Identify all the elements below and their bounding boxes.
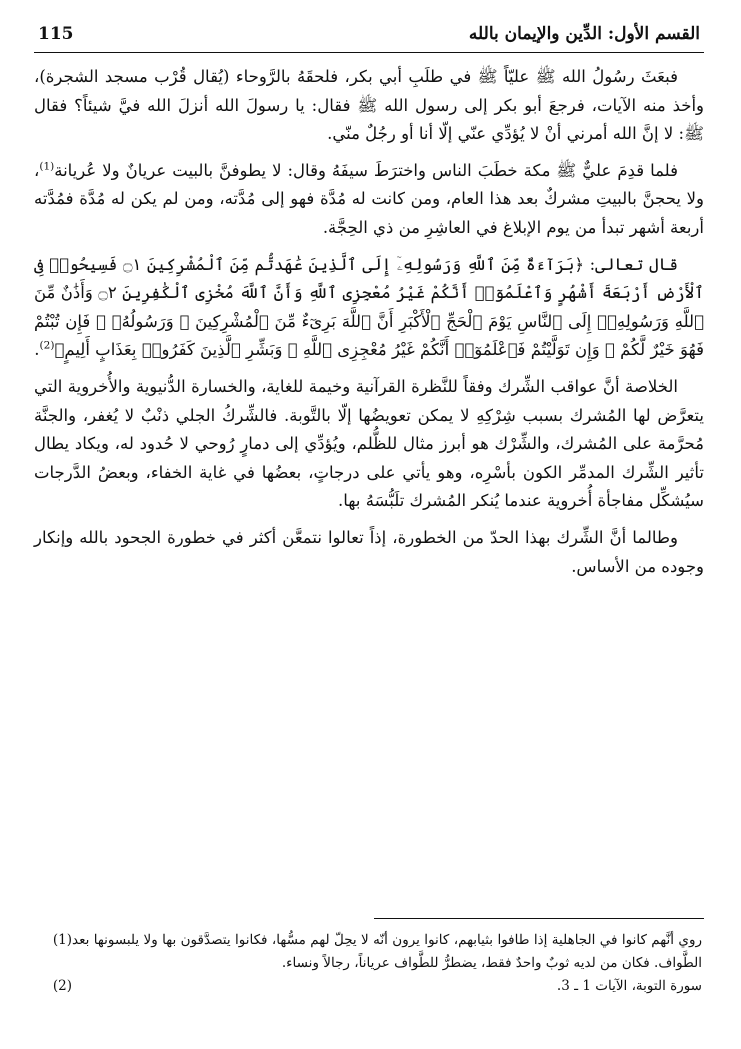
- footnote-1-text: روي أنَّهم كانوا في الجاهلية إذا طافوا بثيابهم، كانوا يرون أنّه لا يحِلّ لهم مسُّها، فكانوا يتصدَّقون بها ولا يلبسونها بعد الطَّواف. فكان من لديه ثوبٌ واحدٌ فقط، يضطرُّ للطَّواف عرياناً، رجالاً ونساء.: [72, 932, 702, 971]
- running-header: [34, 22, 704, 53]
- footnote-2-text: سورة التوبة، الآيات 1 ـ 3.: [556, 978, 702, 994]
- paragraph-3-text-after: .: [34, 340, 40, 360]
- footnote-divider: [374, 918, 704, 919]
- footnote-2-marker: (2): [52, 978, 72, 994]
- paragraph-5: وطالما أنَّ الشِّرك بهذا الحدّ من الخطورة، إذاً تعالوا نتمعَّن أكثر في خطورة الجحود بالله وإنكار وجوده من الأساس.: [34, 527, 704, 576]
- paragraph-1: فبعَثَ رسُولُ الله ﷺ عليّاً ﷺ في طلَبِ أبي بكر، فلحقَهُ بالرَّوحاء (يُقال قُرْب مسجد الشجرة)، وأخذ منه الآيات، فرجعَ أبو بكر إلى رسول الله ﷺ فقال: يا رسولَ الله أنزلَ الله فيَّ شيئاً؟ فقال ﷺ: لا إنَّ الله أمرني أنْ لا يُؤدِّي عنّي إلّا أنا أو رجُلٌ منّي.: [34, 67, 704, 144]
- paragraph-4: الخلاصة أنَّ عواقب الشِّرك وفقاً للنَّظرة القرآنية وخيمة للغاية، والخسارة الدُّنيوية والأُخروية التي يتعرَّض لها المُشرك بسبب شِرْكِهِ لا يمكن تعويضُها إلّا بالتَّوبة. فالشِّركُ الجلي ذنْبٌ لا يُغفر، والجنَّة مُحرَّمة على المُشرك، والشِّرْك هو أبرز مثال للظُّلم، ويُؤدِّي إلى دمارٍ رُوحي لا حُدود له، ويكاد يطال تأثير الشِّرك المدمِّر الكون بأسْرِه، وهو يأتي على درجاتٍ، بعضُها في غاية الخفاء، وبعضُ الدَّرجات سيُشكِّل مفاجأة أُخروية عندما يُنكر المُشرك تلَبُّسَهُ بها.: [34, 376, 704, 511]
- footnote-ref-1: (1): [39, 160, 55, 173]
- footnote-1: [34, 929, 704, 974]
- paragraph-2: [34, 157, 704, 243]
- footnote-2: [34, 975, 704, 998]
- body-text: [34, 63, 704, 581]
- book-page: [34, 22, 704, 1032]
- quran-verse: ﴿بَرَآءَةٌ مِّنَ ٱللَّهِ وَرَسُولِهِۦٓ إِلَى ٱلَّذِينَ عَٰهَدتُّم مِّنَ ٱلْمُشْرِكِينَ ۝١ فَسِيحُوا۟ فِى ٱلْأَرْضِ أَرْبَعَةَ أَشْهُرٍ وَٱعْلَمُوٓا۟ أَنَّكُمْ غَيْرُ مُعْجِزِى ٱللَّهِ وَأَنَّ ٱللَّهَ مُخْزِى ٱلْكَٰفِرِينَ ۝٢ وَأَذَٰنٌ مِّنَ ٱللَّهِ وَرَسُولِهِۦٓ إِلَى ٱلنَّاسِ يَوْمَ ٱلْحَجِّ ٱلْأَكْبَرِ أَنَّ ٱللَّهَ بَرِىٓءٌ مِّنَ ٱلْمُشْرِكِينَ ۙ وَرَسُولُهُۥ ۚ فَإِن تُبْتُمْ فَهُوَ خَيْرٌ لَّكُمْ ۖ وَإِن تَوَلَّيْتُمْ فَٱعْلَمُوٓا۟ أَنَّكُمْ غَيْرُ مُعْجِزِى ٱللَّهِ ۗ وَبَشِّرِ ٱلَّذِينَ كَفَرُوا۟ بِعَذَابٍ أَلِيمٍ﴾: [34, 254, 704, 360]
- paragraph-2-text-after: ، ولا يحجنَّ بالبيتِ مشركٌ بعد هذا العام، ومن كانت له مُدَّة فهو إلى مُدَّته، ومن لم يكن له مُدَّة فمُدَّته أربعة أشهر تبدأ من يوم الإبلاغ في العاشِرِ من ذي الحِجَّة.: [34, 160, 704, 237]
- paragraph-3: [34, 251, 704, 365]
- footnote-ref-2: (2): [39, 339, 55, 352]
- footnotes-section: [34, 918, 704, 999]
- footnote-1-marker: (1): [52, 932, 72, 948]
- paragraph-2-text-before: فلما قدِمَ عليٌّ ﷺ مكة خطَبَ الناس واخترَطَ سيفَهُ وقال: لا يطوفنَّ بالبيت عريانٌ ولا عُريانة: [54, 160, 678, 180]
- page-number: 115: [38, 24, 74, 44]
- chapter-title: القسم الأول: الدِّين والإيمان بالله: [468, 24, 700, 44]
- verse-intro: قال تعالى:: [584, 254, 678, 274]
